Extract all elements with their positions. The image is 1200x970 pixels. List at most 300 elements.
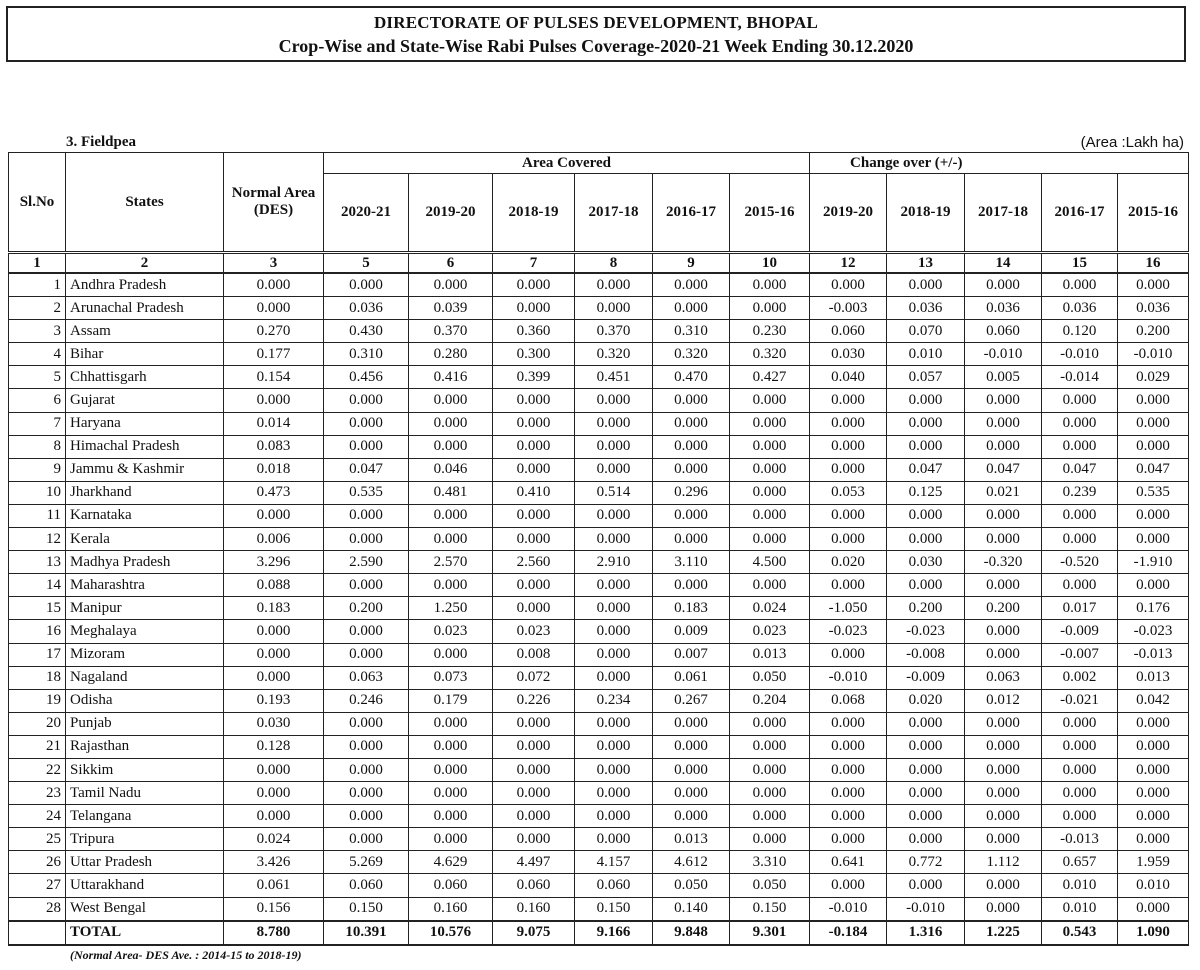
table-row	[9, 504, 1189, 527]
row-value: 0.000	[653, 435, 730, 458]
row-value: 0.083	[224, 435, 324, 458]
row-value: 0.050	[730, 874, 810, 897]
row-value: 0.125	[887, 481, 965, 504]
total-slno-blank	[9, 921, 66, 945]
row-value: 0.047	[324, 458, 409, 481]
row-value: 0.000	[493, 735, 575, 758]
total-value: 10.391	[324, 921, 409, 945]
row-value: 0.046	[409, 458, 493, 481]
row-value: 0.050	[730, 666, 810, 689]
row-value: 0.000	[887, 782, 965, 805]
row-value: 0.150	[324, 897, 409, 921]
row-value: 0.000	[653, 805, 730, 828]
row-value: 0.000	[575, 273, 653, 297]
row-value: 0.023	[493, 620, 575, 643]
row-value: 0.399	[493, 366, 575, 389]
table-row	[9, 435, 1189, 458]
row-value: 0.320	[653, 343, 730, 366]
row-value: 0.280	[409, 343, 493, 366]
row-slno: 13	[9, 551, 66, 574]
header-change-year: 2015-16	[1118, 174, 1189, 253]
row-state: Nagaland	[66, 666, 224, 689]
row-value: 0.000	[1118, 528, 1189, 551]
row-state: Tripura	[66, 828, 224, 851]
row-value: 0.000	[730, 805, 810, 828]
row-value: 0.310	[653, 320, 730, 343]
row-value: 0.193	[224, 689, 324, 712]
row-value: 0.010	[1118, 874, 1189, 897]
row-value: 0.050	[653, 874, 730, 897]
header-normal-area: Normal Area (DES)	[224, 153, 324, 253]
header-change-year: 2019-20	[810, 174, 887, 253]
row-value: -1.910	[1118, 551, 1189, 574]
total-value: 10.576	[409, 921, 493, 945]
row-value: 0.176	[1118, 597, 1189, 620]
row-state: Tamil Nadu	[66, 782, 224, 805]
total-value: 9.301	[730, 921, 810, 945]
row-value: 0.470	[653, 366, 730, 389]
row-value: 0.000	[575, 643, 653, 666]
row-value: 0.000	[575, 758, 653, 781]
header-area-year: 2017-18	[575, 174, 653, 253]
column-number: 8	[575, 253, 653, 274]
row-value: 0.000	[493, 758, 575, 781]
row-value: 0.000	[887, 758, 965, 781]
row-slno: 5	[9, 366, 66, 389]
header-slno: Sl.No	[9, 153, 66, 253]
row-value: 0.000	[324, 758, 409, 781]
row-value: 0.000	[653, 412, 730, 435]
row-value: 0.036	[965, 297, 1042, 320]
row-state: Jammu & Kashmir	[66, 458, 224, 481]
row-value: 0.000	[409, 504, 493, 527]
row-value: 0.063	[324, 666, 409, 689]
column-number: 1	[9, 253, 66, 274]
row-value: 0.060	[409, 874, 493, 897]
row-value: 0.030	[810, 343, 887, 366]
row-value: 0.029	[1118, 366, 1189, 389]
header-states: States	[66, 153, 224, 253]
row-value: 0.000	[493, 504, 575, 527]
row-value: 0.000	[730, 412, 810, 435]
table-row	[9, 412, 1189, 435]
header-change-year: 2017-18	[965, 174, 1042, 253]
row-value: 0.000	[1118, 574, 1189, 597]
row-value: -0.010	[887, 897, 965, 921]
row-value: -0.010	[1118, 343, 1189, 366]
table-row	[9, 666, 1189, 689]
row-value: -0.023	[887, 620, 965, 643]
row-value: -1.050	[810, 597, 887, 620]
row-value: 0.772	[887, 851, 965, 874]
row-state: Bihar	[66, 343, 224, 366]
row-value: 0.481	[409, 481, 493, 504]
row-value: 0.000	[324, 620, 409, 643]
row-value: 0.000	[224, 273, 324, 297]
row-slno: 4	[9, 343, 66, 366]
row-value: 0.014	[224, 412, 324, 435]
column-number: 16	[1118, 253, 1189, 274]
unit-label: (Area :Lakh ha)	[1080, 134, 1184, 151]
row-slno: 6	[9, 389, 66, 412]
row-value: 0.000	[810, 758, 887, 781]
row-value: 0.000	[409, 805, 493, 828]
row-value: 0.000	[575, 782, 653, 805]
row-value: -0.023	[810, 620, 887, 643]
row-value: 0.000	[324, 574, 409, 597]
row-value: 0.023	[730, 620, 810, 643]
table-row	[9, 551, 1189, 574]
column-number: 6	[409, 253, 493, 274]
row-value: 0.036	[1042, 297, 1118, 320]
row-value: 0.000	[224, 620, 324, 643]
row-value: 0.060	[810, 320, 887, 343]
table-row	[9, 458, 1189, 481]
row-value: 0.000	[653, 389, 730, 412]
row-value: 0.000	[1118, 412, 1189, 435]
row-value: 0.000	[409, 574, 493, 597]
row-value: 0.246	[324, 689, 409, 712]
row-value: 0.000	[575, 620, 653, 643]
row-value: 0.000	[409, 273, 493, 297]
row-value: 0.070	[887, 320, 965, 343]
table-row	[9, 620, 1189, 643]
row-state: Odisha	[66, 689, 224, 712]
row-value: 0.000	[887, 828, 965, 851]
row-value: 0.010	[1042, 897, 1118, 921]
row-value: 0.000	[810, 412, 887, 435]
table-row	[9, 343, 1189, 366]
row-value: 0.057	[887, 366, 965, 389]
row-value: 0.310	[324, 343, 409, 366]
row-value: 0.000	[965, 620, 1042, 643]
row-value: 0.535	[1118, 481, 1189, 504]
row-value: 0.000	[887, 528, 965, 551]
row-value: 0.013	[730, 643, 810, 666]
row-value: 0.514	[575, 481, 653, 504]
column-number: 15	[1042, 253, 1118, 274]
table-row	[9, 389, 1189, 412]
row-value: 0.000	[324, 504, 409, 527]
row-state: Punjab	[66, 712, 224, 735]
row-value: 0.320	[730, 343, 810, 366]
row-value: 0.226	[493, 689, 575, 712]
row-value: 2.910	[575, 551, 653, 574]
row-value: 0.000	[1042, 758, 1118, 781]
row-value: 0.000	[965, 758, 1042, 781]
row-slno: 23	[9, 782, 66, 805]
table-row	[9, 735, 1189, 758]
row-value: 0.150	[575, 897, 653, 921]
table-row	[9, 574, 1189, 597]
row-value: 0.000	[810, 712, 887, 735]
row-value: 0.000	[224, 297, 324, 320]
row-value: 0.012	[965, 689, 1042, 712]
row-state: Sikkim	[66, 758, 224, 781]
row-value: 0.370	[409, 320, 493, 343]
row-value: 0.000	[730, 782, 810, 805]
table-row	[9, 782, 1189, 805]
row-value: 0.008	[493, 643, 575, 666]
row-value: 0.000	[1042, 805, 1118, 828]
row-value: 0.451	[575, 366, 653, 389]
row-value: 0.160	[493, 897, 575, 921]
header-area-year: 2018-19	[493, 174, 575, 253]
row-value: 0.000	[887, 805, 965, 828]
row-value: 0.000	[965, 735, 1042, 758]
table-row	[9, 297, 1189, 320]
header-subtitle: Crop-Wise and State-Wise Rabi Pulses Coverage-2020-21 Week Ending 30.12.2020	[278, 36, 914, 56]
row-value: 0.000	[1118, 805, 1189, 828]
row-value: 0.000	[575, 735, 653, 758]
row-value: 0.000	[575, 389, 653, 412]
row-value: 0.427	[730, 366, 810, 389]
row-slno: 2	[9, 297, 66, 320]
row-value: 0.073	[409, 666, 493, 689]
row-value: 0.456	[324, 366, 409, 389]
row-value: 0.000	[1118, 782, 1189, 805]
column-number: 2	[66, 253, 224, 274]
row-value: 0.000	[810, 574, 887, 597]
row-value: 4.157	[575, 851, 653, 874]
row-value: 0.000	[730, 574, 810, 597]
row-slno: 20	[9, 712, 66, 735]
row-value: 0.179	[409, 689, 493, 712]
total-value: 1.090	[1118, 921, 1189, 945]
row-state: Maharashtra	[66, 574, 224, 597]
row-value: 0.000	[730, 458, 810, 481]
row-value: 0.150	[730, 897, 810, 921]
table-row	[9, 805, 1189, 828]
row-value: 0.000	[409, 828, 493, 851]
row-value: 0.000	[1042, 574, 1118, 597]
row-value: 0.000	[810, 805, 887, 828]
row-value: 0.000	[575, 528, 653, 551]
row-value: 0.000	[1118, 273, 1189, 297]
row-value: 0.000	[224, 666, 324, 689]
row-value: 2.570	[409, 551, 493, 574]
row-value: 2.560	[493, 551, 575, 574]
row-value: 0.473	[224, 481, 324, 504]
row-slno: 11	[9, 504, 66, 527]
header-change-year: 2016-17	[1042, 174, 1118, 253]
row-state: Manipur	[66, 597, 224, 620]
row-value: 0.370	[575, 320, 653, 343]
row-value: 0.000	[224, 504, 324, 527]
row-value: 0.036	[887, 297, 965, 320]
row-value: 0.183	[653, 597, 730, 620]
row-state: Gujarat	[66, 389, 224, 412]
row-value: 0.000	[1042, 273, 1118, 297]
row-state: Madhya Pradesh	[66, 551, 224, 574]
table-row	[9, 528, 1189, 551]
row-state: Karnataka	[66, 504, 224, 527]
row-value: -0.021	[1042, 689, 1118, 712]
row-value: 0.000	[324, 805, 409, 828]
table-row	[9, 712, 1189, 735]
row-value: 0.017	[1042, 597, 1118, 620]
row-value: 0.000	[1042, 528, 1118, 551]
row-value: 0.360	[493, 320, 575, 343]
row-value: 0.000	[810, 782, 887, 805]
row-value: 0.000	[493, 273, 575, 297]
row-value: -0.013	[1042, 828, 1118, 851]
row-value: 0.000	[1118, 712, 1189, 735]
row-value: 0.000	[810, 458, 887, 481]
row-value: 0.000	[224, 758, 324, 781]
row-value: 0.013	[653, 828, 730, 851]
row-value: 0.154	[224, 366, 324, 389]
row-state: Telangana	[66, 805, 224, 828]
row-value: -0.520	[1042, 551, 1118, 574]
row-value: 0.000	[730, 297, 810, 320]
row-value: 0.000	[224, 643, 324, 666]
row-state: Jharkhand	[66, 481, 224, 504]
row-value: 0.230	[730, 320, 810, 343]
row-state: Arunachal Pradesh	[66, 297, 224, 320]
row-value: 0.430	[324, 320, 409, 343]
row-slno: 22	[9, 758, 66, 781]
row-slno: 3	[9, 320, 66, 343]
row-value: 0.000	[575, 712, 653, 735]
row-value: 0.296	[653, 481, 730, 504]
row-value: 0.000	[575, 297, 653, 320]
header-area-year: 2016-17	[653, 174, 730, 253]
row-value: 0.000	[575, 828, 653, 851]
row-value: 0.000	[730, 828, 810, 851]
row-value: 0.000	[493, 574, 575, 597]
row-value: 0.000	[493, 805, 575, 828]
total-label: TOTAL	[66, 921, 224, 945]
row-value: 0.183	[224, 597, 324, 620]
row-value: 0.000	[810, 435, 887, 458]
column-number-row	[9, 253, 1189, 274]
row-value: 0.000	[575, 504, 653, 527]
header-area-covered: Area Covered	[324, 153, 810, 174]
row-value: 0.000	[409, 712, 493, 735]
row-value: 0.000	[409, 389, 493, 412]
row-value: 0.000	[887, 273, 965, 297]
row-value: 0.000	[324, 828, 409, 851]
row-value: 0.020	[810, 551, 887, 574]
row-value: 0.020	[887, 689, 965, 712]
row-value: 0.000	[1118, 504, 1189, 527]
row-value: 0.000	[730, 712, 810, 735]
row-value: 4.497	[493, 851, 575, 874]
header-row-groups	[9, 153, 1189, 174]
row-value: 0.000	[887, 504, 965, 527]
row-value: 0.000	[653, 528, 730, 551]
row-value: 0.200	[887, 597, 965, 620]
row-value: 0.000	[493, 528, 575, 551]
row-state: Chhattisgarh	[66, 366, 224, 389]
row-value: 0.000	[810, 528, 887, 551]
total-value: 9.166	[575, 921, 653, 945]
row-value: 0.410	[493, 481, 575, 504]
header-title: DIRECTORATE OF PULSES DEVELOPMENT, BHOPAL	[373, 13, 819, 32]
row-value: 0.000	[730, 758, 810, 781]
row-value: -0.008	[887, 643, 965, 666]
row-state: Uttar Pradesh	[66, 851, 224, 874]
row-value: 0.000	[409, 758, 493, 781]
row-state: Haryana	[66, 412, 224, 435]
row-value: 2.590	[324, 551, 409, 574]
row-value: 0.000	[1118, 758, 1189, 781]
row-value: 0.068	[810, 689, 887, 712]
row-value: 0.000	[965, 897, 1042, 921]
row-value: 0.000	[1118, 435, 1189, 458]
row-value: -0.320	[965, 551, 1042, 574]
row-value: -0.009	[887, 666, 965, 689]
row-value: 0.000	[575, 458, 653, 481]
header-area-year: 2020-21	[324, 174, 409, 253]
row-value: 0.061	[653, 666, 730, 689]
section-label: 3. Fieldpea	[66, 134, 136, 150]
row-slno: 19	[9, 689, 66, 712]
row-value: 0.000	[730, 273, 810, 297]
row-value: 0.000	[1042, 735, 1118, 758]
row-value: 0.120	[1042, 320, 1118, 343]
row-slno: 14	[9, 574, 66, 597]
row-value: -0.009	[1042, 620, 1118, 643]
row-value: 0.000	[653, 273, 730, 297]
table-row	[9, 597, 1189, 620]
table-body	[9, 253, 1189, 945]
row-value: 0.000	[493, 389, 575, 412]
row-value: 0.000	[224, 805, 324, 828]
row-value: 0.000	[887, 874, 965, 897]
row-value: 0.040	[810, 366, 887, 389]
row-value: 0.000	[965, 389, 1042, 412]
coverage-table	[8, 152, 1189, 946]
total-value: 0.543	[1042, 921, 1118, 945]
row-value: 0.006	[224, 528, 324, 551]
row-value: 0.000	[1042, 712, 1118, 735]
row-value: 0.000	[887, 735, 965, 758]
row-value: 0.000	[730, 504, 810, 527]
row-value: 0.024	[224, 828, 324, 851]
total-value: 9.848	[653, 921, 730, 945]
row-slno: 12	[9, 528, 66, 551]
row-value: 0.160	[409, 897, 493, 921]
row-value: 0.000	[324, 528, 409, 551]
row-value: 0.000	[965, 874, 1042, 897]
row-value: 0.000	[887, 712, 965, 735]
row-value: 0.060	[324, 874, 409, 897]
row-value: 3.110	[653, 551, 730, 574]
row-value: 0.156	[224, 897, 324, 921]
row-value: 0.000	[493, 597, 575, 620]
row-state: Uttarakhand	[66, 874, 224, 897]
row-value: 0.060	[493, 874, 575, 897]
row-value: 0.000	[730, 735, 810, 758]
row-value: 0.039	[409, 297, 493, 320]
row-value: 0.000	[730, 435, 810, 458]
row-value: 0.088	[224, 574, 324, 597]
row-value: 0.047	[887, 458, 965, 481]
row-value: 5.269	[324, 851, 409, 874]
row-value: 0.009	[653, 620, 730, 643]
row-value: 3.426	[224, 851, 324, 874]
row-value: 0.000	[324, 782, 409, 805]
row-slno: 1	[9, 273, 66, 297]
row-value: 0.053	[810, 481, 887, 504]
row-value: -0.013	[1118, 643, 1189, 666]
row-value: 0.000	[1118, 735, 1189, 758]
column-number: 14	[965, 253, 1042, 274]
row-value: 0.000	[409, 735, 493, 758]
row-value: 0.000	[887, 574, 965, 597]
